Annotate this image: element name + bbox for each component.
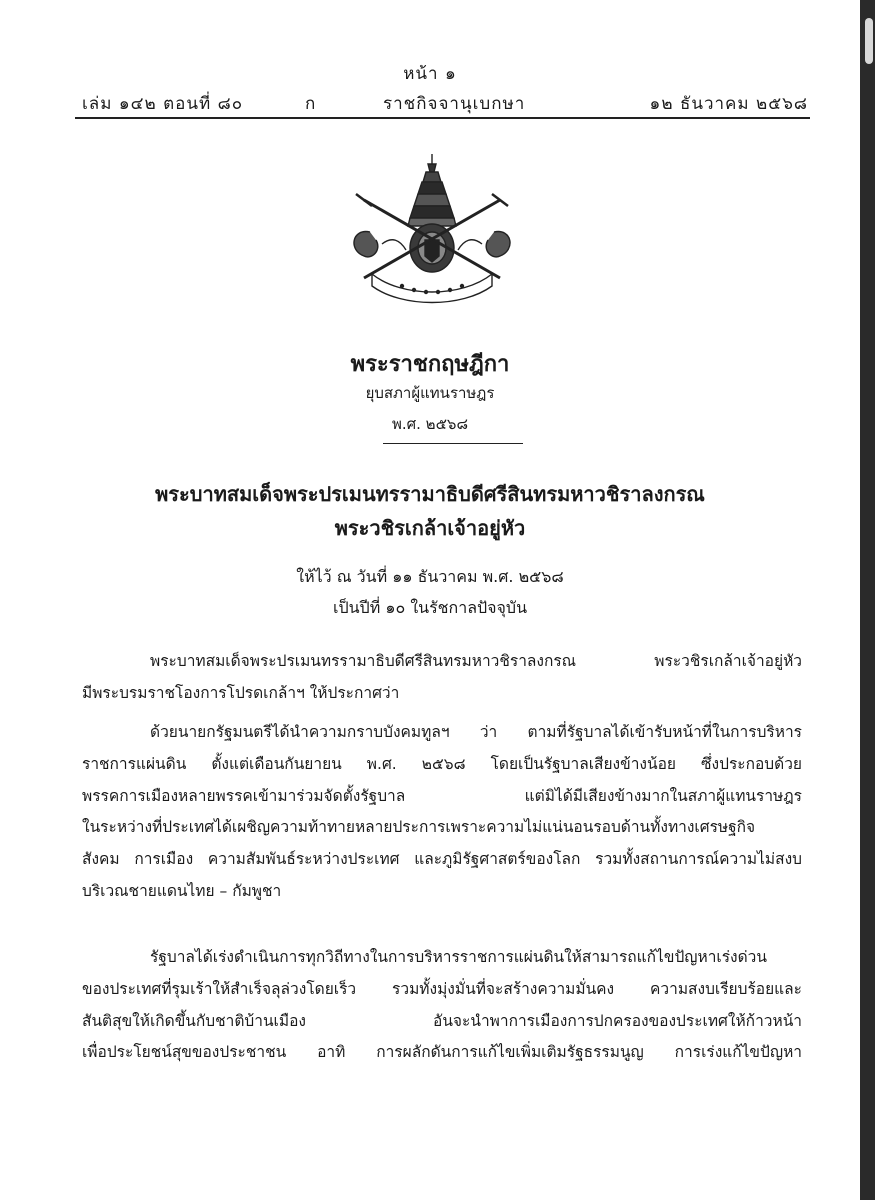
royal-emblem-icon: [342, 150, 522, 305]
king-name-line-2: พระวชิรเกล้าเจ้าอยู่หัว: [334, 516, 526, 540]
volume-issue: เล่ม ๑๔๒ ตอนที่ ๘๐: [82, 94, 244, 114]
page-number: หน้า ๑: [403, 64, 457, 84]
scrollbar-thumb[interactable]: [865, 18, 873, 64]
header-divider: [75, 117, 810, 119]
paragraph-line: ในระหว่างที่ประเทศได้เผชิญความท้าทายหลายประการเพราะความไม่แน่นอนรอบด้านทั้งทางเศรษฐกิจ: [82, 818, 756, 837]
paragraph-2: [82, 717, 802, 908]
paragraph-line: ของประเทศที่รุมเร้าให้สำเร็จลุล่วงโดยเร็ว รวมทั้งมุ่งมั่นที่จะสร้างความมั่นคง ความสงบเรียบร้อยและ: [82, 979, 802, 998]
document-title: พระราชกฤษฎีกา: [350, 352, 510, 377]
given-date: ให้ไว้ ณ วันที่ ๑๑ ธันวาคม พ.ศ. ๒๕๖๘: [296, 567, 564, 586]
paragraph-line: บริเวณชายแดนไทย – กัมพูชา: [82, 881, 282, 900]
paragraph-3: [82, 942, 802, 1069]
paragraph-line: ราชการแผ่นดิน ตั้งแต่เดือนกันยายน พ.ศ. ๒๕๖๘ โดยเป็นรัฐบาลเสียงข้างน้อย ซึ่งประกอบด้วย: [82, 754, 802, 773]
title-divider: [383, 443, 523, 444]
gazette-name: ราชกิจจานุเบกษา: [383, 94, 526, 114]
paragraph-line: สันติสุขให้เกิดขึ้นกับชาติบ้านเมือง อันจะนำพาการเมืองการปกครองของประเทศให้ก้าวหน้า: [82, 1011, 802, 1030]
paragraph-1: [82, 646, 802, 710]
paragraph-line: ด้วยนายกรัฐมนตรีได้นำความกราบบังคมทูลฯ ว่า ตามที่รัฐบาลได้เข้ารับหน้าที่ในการบริหาร: [150, 723, 802, 741]
screen-edge: [860, 0, 875, 1200]
document-year: พ.ศ. ๒๕๖๘: [391, 415, 469, 433]
document-subject: ยุบสภาผู้แทนราษฎร: [365, 384, 495, 402]
reign-year: เป็นปีที่ ๑๐ ในรัชกาลปัจจุบัน: [332, 598, 528, 617]
paragraph-line: มีพระบรมราชโองการโปรดเกล้าฯ ให้ประกาศว่า: [82, 683, 400, 702]
paragraph-line: พระบาทสมเด็จพระปรเมนทรรามาธิบดีศรีสินทรมหาวชิราลงกรณ พระวชิรเกล้าเจ้าอยู่หัว: [150, 652, 802, 670]
king-name-line-1: พระบาทสมเด็จพระปรเมนทรรามาธิบดีศรีสินทรมหาวชิราลงกรณ: [155, 482, 705, 506]
paragraph-line: พรรคการเมืองหลายพรรคเข้ามาร่วมจัดตั้งรัฐบาล แต่มิได้มีเสียงข้างมากในสภาผู้แทนราษฎร: [82, 786, 802, 805]
publication-date: ๑๒ ธันวาคม ๒๕๖๘: [649, 94, 808, 114]
section-letter: ก: [305, 94, 317, 114]
paragraph-line: รัฐบาลได้เร่งดำเนินการทุกวิถีทางในการบริหารราชการแผ่นดินให้สามารถแก้ไขปัญหาเร่งด่วน: [150, 948, 767, 966]
paragraph-line: เพื่อประโยชน์สุขของประชาชน อาทิ การผลักดันการแก้ไขเพิ่มเติมรัฐธรรมนูญ การเร่งแก้ไขปัญหา: [82, 1043, 802, 1062]
paragraph-line: สังคม การเมือง ความสัมพันธ์ระหว่างประเทศ และภูมิรัฐศาสตร์ของโลก รวมทั้งสถานการณ์ความไม่สงบ: [82, 850, 802, 869]
